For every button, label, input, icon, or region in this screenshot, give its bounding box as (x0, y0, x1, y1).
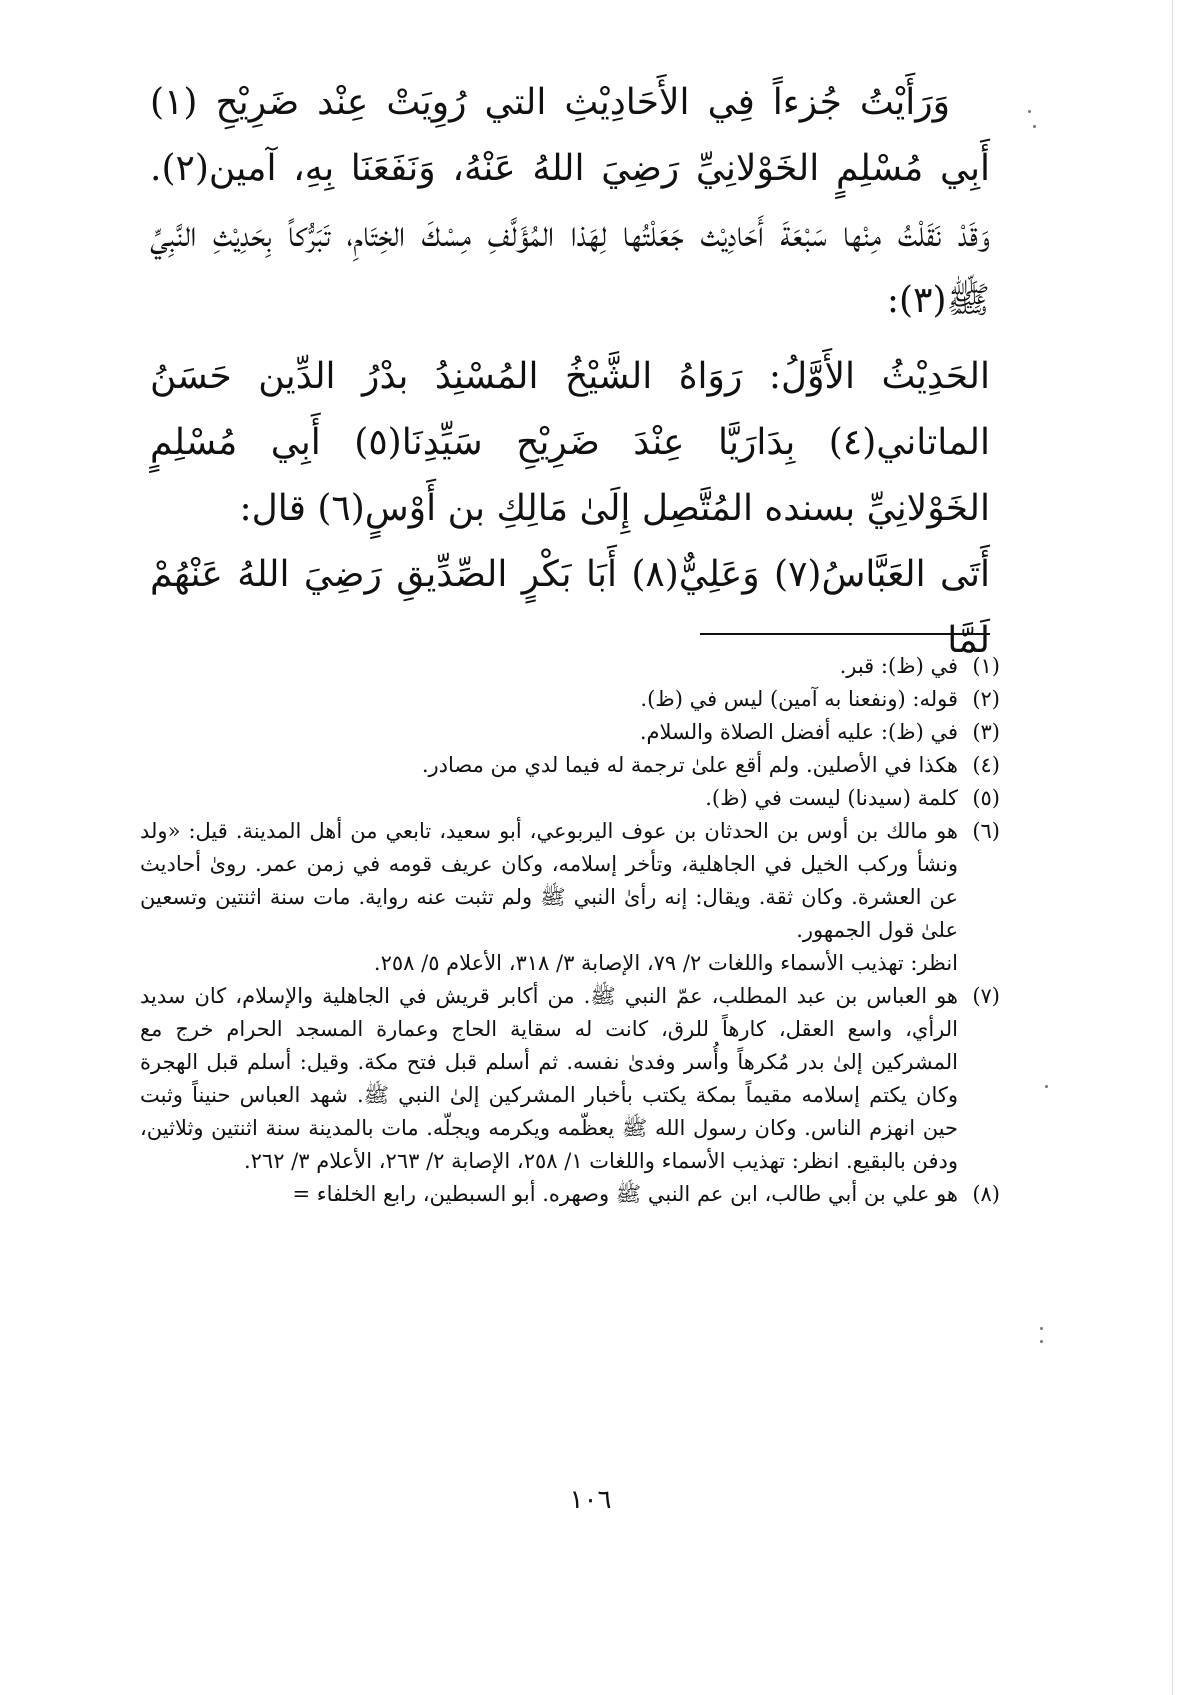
footnote-text (140, 815, 958, 980)
footnote-7 (140, 980, 1000, 1178)
footnote-number: (١) (972, 654, 1000, 678)
scan-speck (1040, 1327, 1043, 1330)
scan-speck (1028, 110, 1031, 113)
footnote-5 (140, 782, 1000, 815)
footnote-body: هو مالك بن أوس بن الحدثان بن عوف اليربوعي، أبو سعيد، تابعي من أهل المدينة. قيل: «ولد ونشأ وركب الخيل في الجاهلية، وتأخر إسلامه، وكان عريف قومه في زمن عمر. روىٰ أحاديث عن العشرة. وكان ثقة. ويقال: إنه رأىٰ النبي ﷺ ولم تثبت عنه رواية. مات سنة اثنتين وتسعين علىٰ قول الجمهور. (140, 819, 958, 942)
footnote-text: قوله: (ونفعنا به آمين) ليس في (ظ). (640, 687, 958, 711)
footnote-number: (٨) (972, 1182, 1000, 1206)
footnote-text: هو العباس بن عبد المطلب، عمّ النبي ﷺ. من أكابر قريش في الجاهلية والإسلام، كان سديد الرأي، واسع العقل، كارهاً للرق، كانت له سقاية الحاج وعمارة المسجد الحرام خرج مع المشركين إلىٰ بدر مُكرهاً وأُسر وفدىٰ نفسه. ثم أسلم قبل فتح مكة. وقيل: أسلم قبل الهجرة وكان يكتم إسلامه مقيماً بمكة يكتب بأخبار المشركين إلىٰ النبي ﷺ. شهد العباس حنيناً وثبت حين انهزم الناس. وكان رسول الله ﷺ يعظّمه ويكرمه ويجلّه. مات بالمدينة سنة اثنتين وثلاثين، ودفن بالبقيع. انظر: تهذيب الأسماء واللغات ١/ ٢٥٨، الإصابة ٢/ ٢٦٣، الأعلام ٣/ ٢٦٢. (140, 984, 958, 1173)
footnote-3 (140, 716, 1000, 749)
paragraph-hadith-text: أَتَى العَبَّاسُ(٧) وَعَلِيٌّ(٨) أَبَا بَكْرٍ الصِّدِّيقِ رَضِيَ اللهُ عَنْهُمْ لَمَّا (150, 554, 990, 661)
paragraph-intro: وَرَأَيْتُ جُزءاً فِي الأَحَادِيْثِ التي رُوِيَتْ عِنْد ضَرِيْحِ (١) أَبِي مُسْلِمٍ الخَوْلانِيِّ رَضِيَ اللهُ عَنْهُ، وَنَفَعَنَا بِهِ، آمين(٢). وَقَدْ نَقَلْتُ مِنْها سَبْعَةَ أَحَادِيْث جَعَلْتُها لِهَذا المُؤَلَّفِ مِسْكَ الخِتَامِ، تَبَرُّكاً بِحَدِيْثِ النَّبِيِّ ﷺ(٣): (150, 82, 990, 321)
footnote-2 (140, 683, 1000, 716)
footnote-source: انظر: تهذيب الأسماء واللغات ٢/ ٧٩، الإصابة ٣/ ٣١٨، الأعلام ٥/ ٢٥٨. (373, 951, 958, 975)
footnote-text: في (ظ): قبر. (839, 654, 958, 678)
footnote-text: في (ظ): عليه أفضل الصلاة والسلام. (639, 720, 958, 744)
footnote-separator (700, 633, 990, 635)
footnote-text: هكذا في الأصلين. ولم أقع علىٰ ترجمة له فيما لدي من مصادر. (421, 753, 958, 777)
footnotes (140, 650, 1000, 1211)
scan-edge (1172, 0, 1173, 1695)
footnote-text: هو علي بن أبي طالب، ابن عم النبي ﷺ وصهره. أبو السبطين، رابع الخلفاء = (292, 1182, 958, 1206)
scan-speck (1033, 125, 1036, 128)
footnote-number: (٢) (972, 687, 1000, 711)
page-number: ١٠٦ (569, 1485, 612, 1515)
footnote-6 (140, 815, 1000, 980)
footnote-text: كلمة (سيدنا) ليست في (ظ). (705, 786, 958, 810)
footnote-number: (٧) (972, 984, 1000, 1008)
scan-speck (1040, 1340, 1043, 1343)
paragraph-first-hadith: الحَدِيْثُ الأَوَّلُ: رَوَاهُ الشَّيْخُ المُسْنِدُ بدْرُ الدِّين حَسَنُ الماتاني(٤) بِدَارَيَّا عِنْدَ ضَرِيْحِ سَيِّدِنَا(٥) أَبِي مُسْلِمٍ الخَوْلانِيِّ بسنده المُتَّصِل إِلَىٰ مَالِكِ بن أَوْسٍ(٦) قال: (150, 356, 991, 529)
footnote-4 (140, 749, 1000, 782)
footnote-1 (140, 650, 1000, 683)
footnote-number: (٥) (972, 786, 1000, 810)
footnote-number: (٦) (972, 819, 1000, 843)
footnote-8 (140, 1178, 1000, 1211)
footnote-number: (٤) (972, 753, 1000, 777)
footnote-number: (٣) (972, 720, 1000, 744)
scan-speck (1045, 1085, 1048, 1088)
main-text (150, 70, 990, 674)
